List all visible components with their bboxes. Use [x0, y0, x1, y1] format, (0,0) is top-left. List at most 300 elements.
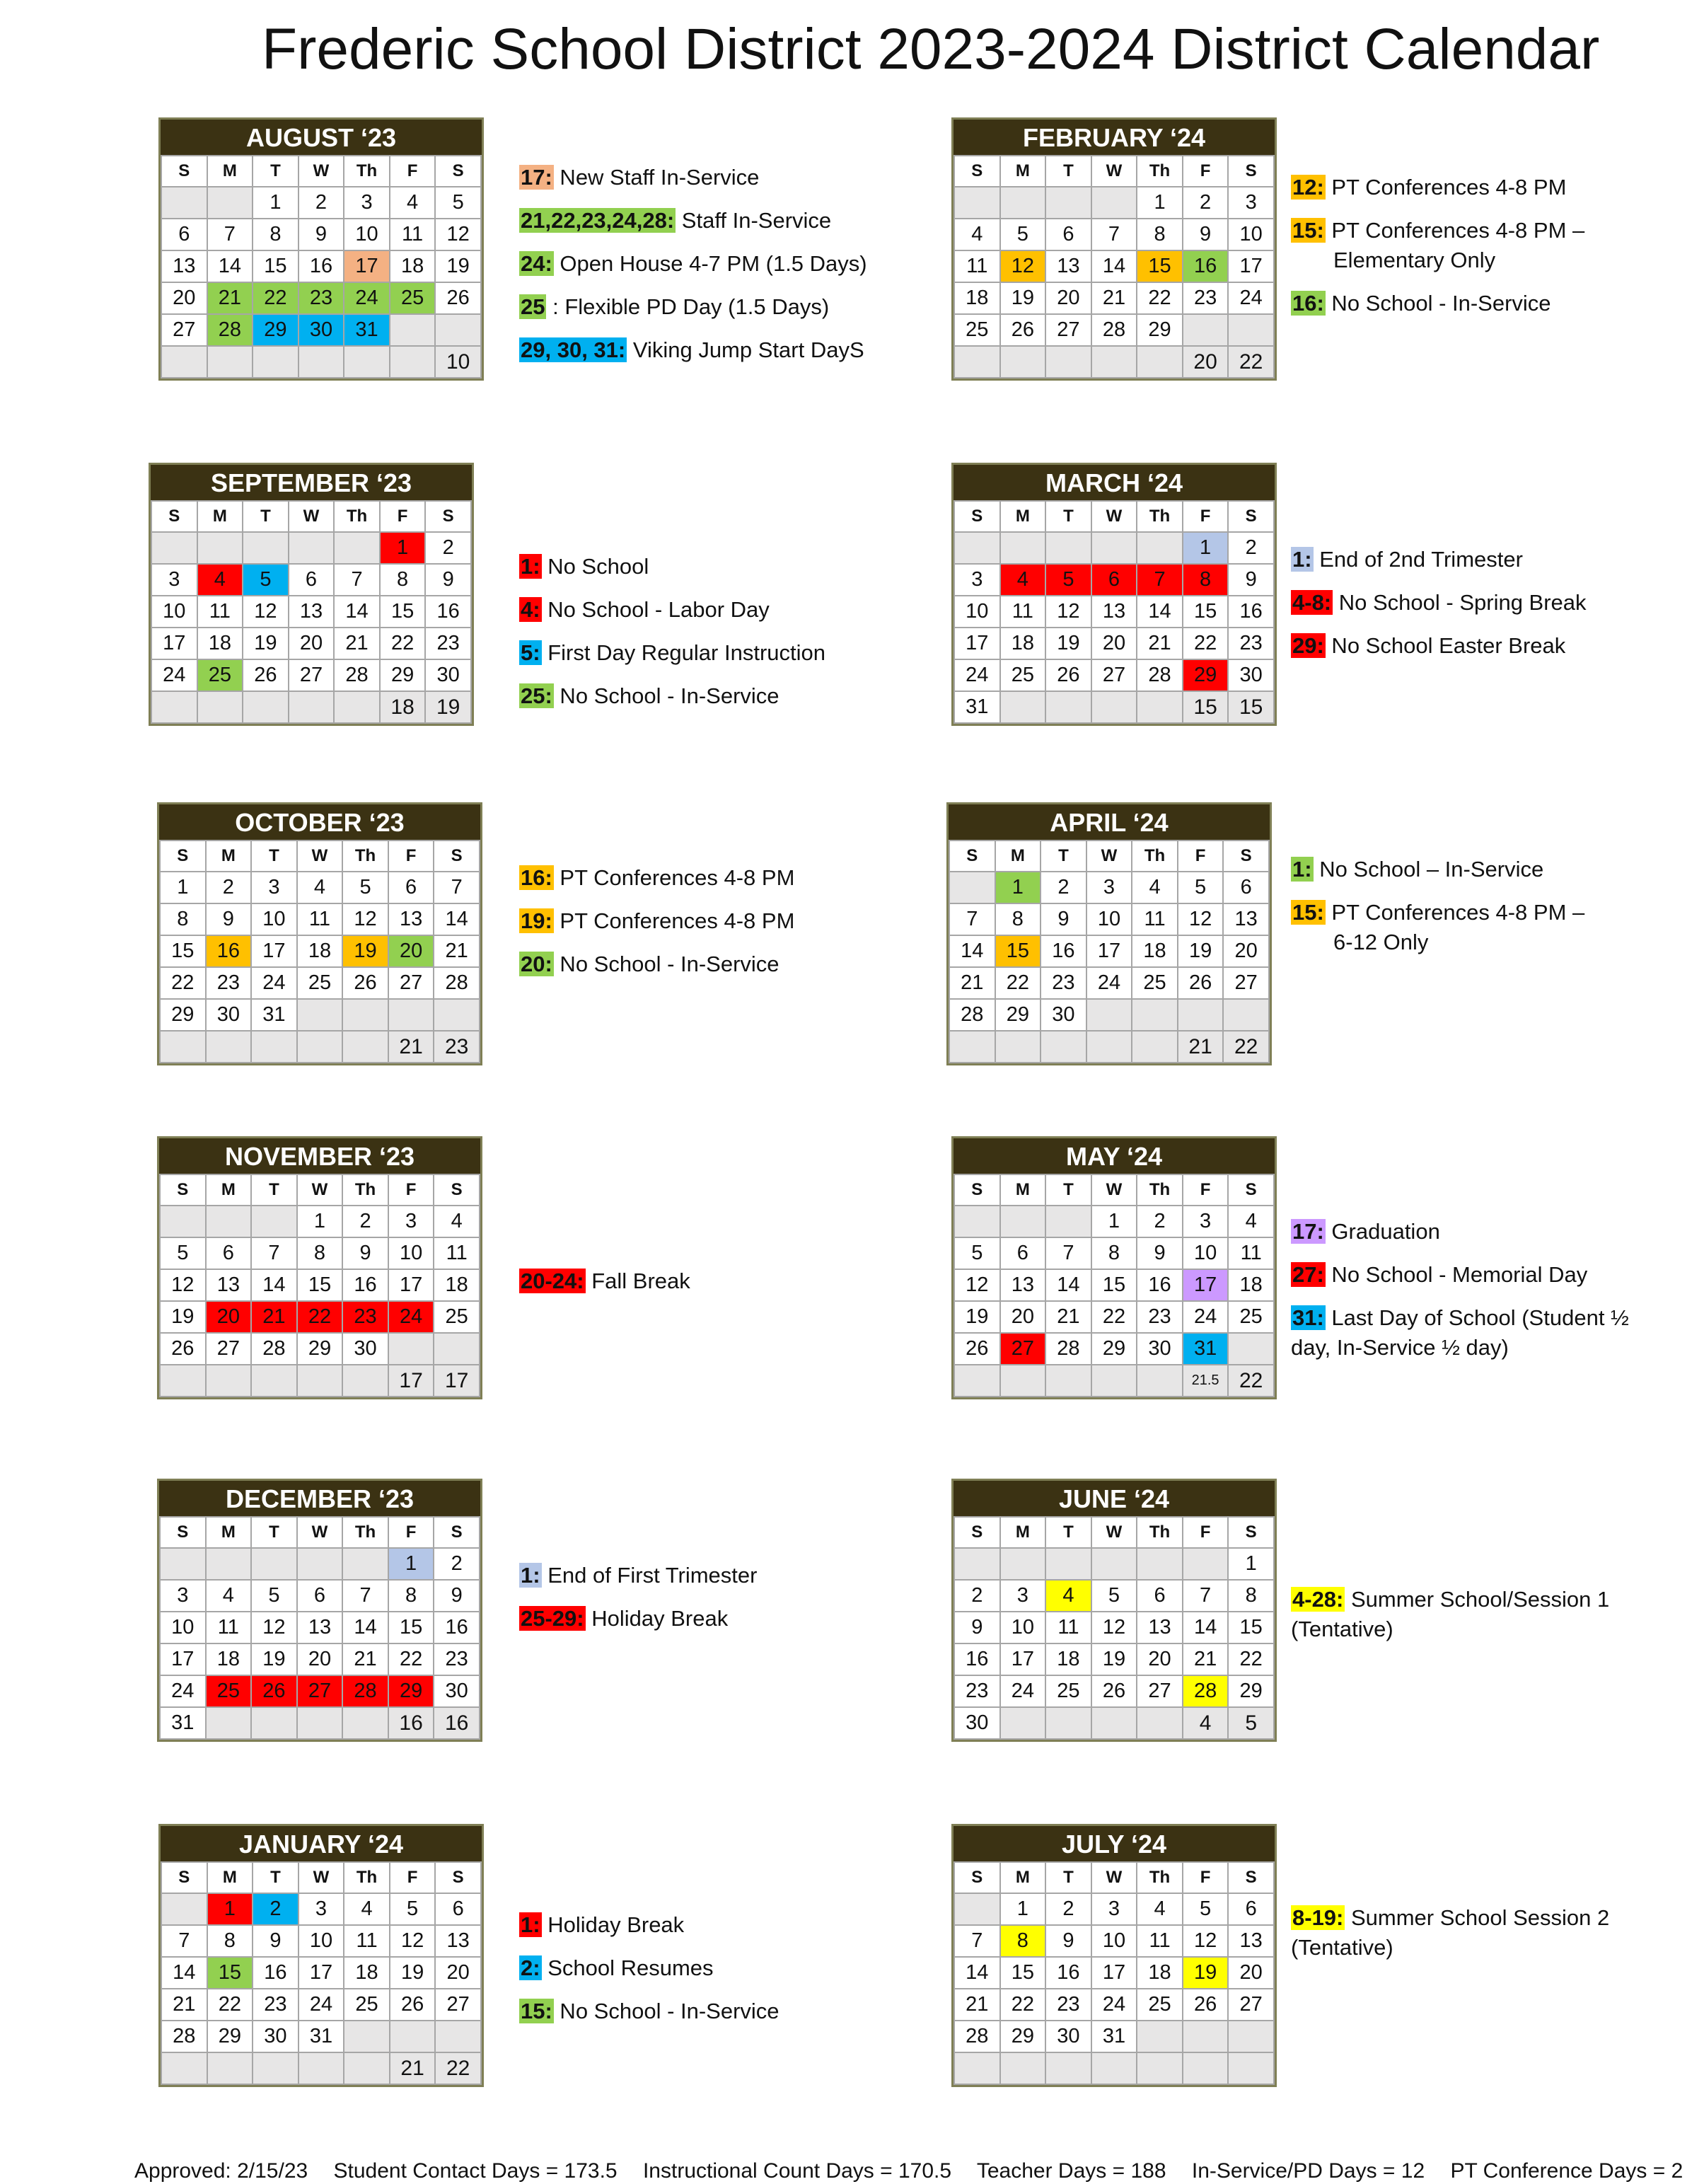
day-count-cell: 5: [1228, 1707, 1274, 1739]
empty-day-cell: [1223, 999, 1269, 1031]
week-row: [160, 1237, 480, 1269]
weekday-header: M: [197, 501, 243, 532]
day-count-cell: [1091, 1365, 1137, 1397]
week-row: [954, 2021, 1274, 2052]
weekday-header: F: [380, 501, 426, 532]
day-cell: 25: [390, 282, 436, 314]
day-cell: 5: [1000, 219, 1046, 250]
weekday-header: F: [1183, 1517, 1229, 1548]
day-cell: 26: [1091, 1675, 1137, 1707]
day-cell: 15: [1228, 1612, 1274, 1643]
week-row: [954, 1206, 1274, 1237]
day-cell: 28: [1137, 659, 1183, 691]
legend-item: [1291, 588, 1687, 618]
day-cell: 11: [434, 1237, 480, 1269]
legend-text: Staff In-Service: [676, 208, 832, 233]
day-cell: 13: [1091, 596, 1137, 628]
day-count-cell: 21: [390, 2052, 436, 2084]
day-cell: 15: [1183, 596, 1229, 628]
day-cell: 13: [206, 1269, 252, 1301]
day-cell: 3: [1000, 1580, 1046, 1612]
legend-code: 1:: [521, 554, 540, 579]
day-cell: 12: [1000, 250, 1046, 282]
weekday-header: T: [1045, 1862, 1091, 1893]
legend-text-cont: Elementary Only: [1333, 248, 1496, 272]
day-cell: 4: [390, 187, 436, 219]
week-row: [160, 1365, 480, 1397]
day-count-cell: [1137, 2052, 1183, 2084]
legend-code: 17:: [1292, 1219, 1324, 1244]
day-cell: 21: [161, 1989, 207, 2021]
day-cell: 23: [1183, 282, 1229, 314]
day-cell: 4: [1228, 1206, 1274, 1237]
day-cell: 30: [425, 659, 471, 691]
legend-text: Last Day of School (Student ½: [1325, 1305, 1629, 1330]
day-count-cell: [161, 346, 207, 378]
day-cell: 21: [949, 967, 995, 999]
legend-item: [519, 863, 915, 893]
weekday-header: M: [206, 1517, 252, 1548]
weekday-header: W: [299, 156, 344, 187]
legend-text: No School - Memorial Day: [1325, 1262, 1588, 1287]
day-cell: 30: [434, 1675, 480, 1707]
day-cell: 18: [1228, 1269, 1274, 1301]
day-cell: 13: [1045, 250, 1091, 282]
month-calendar: [149, 463, 474, 726]
day-cell: 19: [1183, 1957, 1229, 1989]
week-row: [160, 1675, 480, 1707]
day-cell: 26: [390, 1989, 436, 2021]
month-legend: [1291, 1585, 1687, 1658]
day-cell: 20: [1228, 1957, 1274, 1989]
day-cell: 9: [1045, 1925, 1091, 1957]
day-cell: 16: [434, 1612, 480, 1643]
day-cell: 1: [207, 1893, 253, 1925]
day-cell: 26: [1183, 1989, 1229, 2021]
day-count-cell: 17: [388, 1365, 434, 1397]
day-cell: 25: [297, 967, 343, 999]
day-cell: 27: [161, 314, 207, 346]
weekday-header: Th: [344, 156, 390, 187]
empty-day-cell: [1228, 314, 1274, 346]
weekday-header: M: [1000, 1517, 1046, 1548]
empty-day-cell: [1178, 999, 1224, 1031]
legend-text: End of 2nd Trimester: [1313, 547, 1523, 572]
legend-text: First Day Regular Instruction: [541, 640, 825, 665]
day-cell: 12: [1091, 1612, 1137, 1643]
day-cell: 27: [1000, 1333, 1046, 1365]
legend-code: 4-8:: [1292, 590, 1332, 615]
day-cell: 12: [1178, 903, 1224, 935]
day-cell: 21: [251, 1301, 297, 1333]
empty-day-cell: [954, 1893, 1000, 1925]
legend-item: [1291, 855, 1687, 884]
empty-day-cell: [1137, 1707, 1183, 1739]
day-cell: 19: [390, 1957, 436, 1989]
day-cell: 2: [253, 1893, 299, 1925]
weekday-header: S: [434, 1174, 480, 1206]
day-cell: 29: [253, 314, 299, 346]
day-count-cell: 15: [1228, 691, 1274, 723]
week-row: [161, 2052, 481, 2084]
day-count-cell: [1091, 346, 1137, 378]
day-count-cell: 15: [1183, 691, 1229, 723]
day-cell: 10: [160, 1612, 206, 1643]
day-cell: 23: [954, 1675, 1000, 1707]
day-cell: 5: [1045, 564, 1091, 596]
day-cell: 7: [1183, 1580, 1229, 1612]
day-cell: 16: [342, 1269, 388, 1301]
day-cell: 13: [1000, 1269, 1046, 1301]
day-cell: 20: [1091, 628, 1137, 659]
legend-item: [519, 163, 915, 192]
legend-text: No School: [541, 554, 649, 579]
weekday-header: S: [1223, 840, 1269, 872]
legend-code: 19:: [521, 908, 552, 933]
legend-item: [519, 1266, 915, 1296]
day-cell: 21: [1137, 628, 1183, 659]
weekday-header: W: [1091, 1517, 1137, 1548]
weekday-header: F: [390, 156, 436, 187]
day-count-cell: [206, 1031, 252, 1063]
day-cell: 29: [1183, 659, 1229, 691]
day-count-cell: [1183, 2052, 1229, 2084]
day-cell: 13: [435, 1925, 481, 1957]
empty-day-cell: [161, 1893, 207, 1925]
legend-code: 25: [521, 294, 545, 319]
day-cell: 6: [1228, 1893, 1274, 1925]
weekday-header: M: [1000, 501, 1046, 532]
day-cell: 25: [1045, 1675, 1091, 1707]
empty-day-cell: [1137, 691, 1183, 723]
day-cell: 18: [1132, 935, 1178, 967]
day-cell: 11: [954, 250, 1000, 282]
week-row: [160, 1612, 480, 1643]
month-table: [954, 1516, 1275, 1740]
day-cell: 4: [297, 872, 343, 903]
day-count-cell: [1000, 2052, 1046, 2084]
day-count-cell: [334, 691, 380, 723]
day-cell: 20: [435, 1957, 481, 1989]
day-cell: 4: [954, 219, 1000, 250]
day-cell: 20: [1000, 1301, 1046, 1333]
day-cell: 6: [435, 1893, 481, 1925]
day-cell: 15: [388, 1612, 434, 1643]
week-row: [949, 935, 1269, 967]
day-cell: 27: [1091, 659, 1137, 691]
empty-day-cell: [1045, 1206, 1091, 1237]
week-row: [954, 1643, 1274, 1675]
empty-day-cell: [334, 532, 380, 564]
day-cell: 22: [1137, 282, 1183, 314]
day-cell: 25: [1137, 1989, 1183, 2021]
day-cell: 2: [1045, 1893, 1091, 1925]
week-row: [151, 596, 471, 628]
day-cell: 8: [1000, 1925, 1046, 1957]
empty-day-cell: [1137, 2021, 1183, 2052]
week-row: [954, 282, 1274, 314]
legend-item: [519, 249, 915, 279]
day-cell: 16: [1228, 596, 1274, 628]
weekday-header: S: [434, 1517, 480, 1548]
day-cell: 7: [1045, 1237, 1091, 1269]
week-row: [954, 596, 1274, 628]
day-cell: 17: [1091, 1957, 1137, 1989]
day-cell: 16: [299, 250, 344, 282]
day-cell: 1: [160, 872, 206, 903]
empty-day-cell: [207, 187, 253, 219]
week-row: [954, 628, 1274, 659]
empty-day-cell: [954, 187, 1000, 219]
day-cell: 26: [243, 659, 289, 691]
legend-code: 2:: [521, 1955, 540, 1980]
day-cell: 16: [425, 596, 471, 628]
legend-item: [519, 206, 915, 236]
weekday-header: W: [299, 1862, 344, 1893]
day-cell: 1: [297, 1206, 343, 1237]
day-cell: 25: [206, 1675, 252, 1707]
day-cell: 7: [334, 564, 380, 596]
day-cell: 11: [1000, 596, 1046, 628]
weekday-header: W: [297, 1517, 343, 1548]
week-row: [949, 872, 1269, 903]
day-cell: 18: [297, 935, 343, 967]
day-count-cell: [1137, 346, 1183, 378]
day-cell: 22: [1091, 1301, 1137, 1333]
weekday-header: Th: [1137, 1517, 1183, 1548]
day-cell: 13: [1137, 1612, 1183, 1643]
month-title: NOVEMBER ‘23: [159, 1138, 480, 1174]
weekday-header: F: [390, 1862, 436, 1893]
week-row: [160, 1206, 480, 1237]
empty-day-cell: [1132, 999, 1178, 1031]
day-count-cell: [344, 2052, 390, 2084]
weekday-header: T: [253, 1862, 299, 1893]
week-row: [160, 903, 480, 935]
day-cell: 14: [949, 935, 995, 967]
day-cell: 9: [425, 564, 471, 596]
day-cell: 12: [160, 1269, 206, 1301]
empty-day-cell: [1086, 999, 1132, 1031]
day-cell: 6: [297, 1580, 343, 1612]
day-cell: 9: [253, 1925, 299, 1957]
day-cell: 11: [297, 903, 343, 935]
day-cell: 5: [342, 872, 388, 903]
day-cell: 28: [949, 999, 995, 1031]
day-cell: 4: [206, 1580, 252, 1612]
month-table: [954, 1861, 1275, 2085]
day-cell: 15: [1000, 1957, 1046, 1989]
legend-text: No School Easter Break: [1325, 633, 1566, 658]
legend-text: Summer School Session 2: [1345, 1905, 1610, 1930]
day-count-cell: [1045, 1365, 1091, 1397]
weekday-header: M: [207, 1862, 253, 1893]
day-cell: 26: [1178, 967, 1224, 999]
empty-day-cell: [434, 1333, 480, 1365]
day-cell: 11: [390, 219, 436, 250]
day-cell: 6: [289, 564, 335, 596]
day-cell: 16: [1041, 935, 1086, 967]
month-calendar: [158, 117, 484, 381]
day-count-cell: 19: [425, 691, 471, 723]
month-legend: [1291, 173, 1687, 332]
month-table: [159, 840, 480, 1063]
day-cell: 16: [206, 935, 252, 967]
week-row: [160, 1580, 480, 1612]
weekday-header: S: [151, 501, 197, 532]
week-row: [161, 187, 481, 219]
week-row: [954, 1675, 1274, 1707]
legend-code: 24:: [521, 251, 552, 276]
month-title: JULY ‘24: [954, 1826, 1275, 1861]
empty-day-cell: [197, 532, 243, 564]
weekday-header: S: [949, 840, 995, 872]
day-cell: 26: [954, 1333, 1000, 1365]
day-cell: 29: [207, 2021, 253, 2052]
day-cell: 2: [299, 187, 344, 219]
day-cell: 27: [1045, 314, 1091, 346]
day-cell: 24: [160, 1675, 206, 1707]
weekday-header: Th: [1137, 156, 1183, 187]
week-row: [954, 1989, 1274, 2021]
weekday-header: F: [1178, 840, 1224, 872]
weekday-header: S: [160, 840, 206, 872]
legend-code: 8-19:: [1292, 1905, 1344, 1930]
legend-text: No School - In-Service: [1325, 291, 1551, 316]
day-count-cell: 18: [380, 691, 426, 723]
empty-day-cell: [1000, 1707, 1046, 1739]
legend-item: [1291, 1260, 1687, 1290]
empty-day-cell: [297, 1707, 343, 1739]
day-cell: 18: [197, 628, 243, 659]
day-cell: 14: [1137, 596, 1183, 628]
day-cell: 3: [160, 1580, 206, 1612]
day-cell: 11: [1045, 1612, 1091, 1643]
day-cell: 17: [1000, 1643, 1046, 1675]
day-cell: 27: [206, 1333, 252, 1365]
legend-text: No School - In-Service: [553, 683, 779, 708]
weekday-header: Th: [1137, 501, 1183, 532]
month-table: [151, 500, 472, 724]
weekday-header: T: [1041, 840, 1086, 872]
day-cell: 10: [151, 596, 197, 628]
day-cell: 4: [1045, 1580, 1091, 1612]
legend-text: No School - In-Service: [553, 1999, 779, 2023]
month-legend: [519, 1266, 915, 1310]
day-cell: 29: [995, 999, 1041, 1031]
day-cell: 2: [1041, 872, 1086, 903]
day-cell: 29: [160, 999, 206, 1031]
day-count-cell: 22: [435, 2052, 481, 2084]
day-cell: 9: [954, 1612, 1000, 1643]
week-row: [954, 2052, 1274, 2084]
day-cell: 12: [390, 1925, 436, 1957]
legend-item: [519, 949, 915, 979]
day-cell: 26: [435, 282, 481, 314]
day-cell: 21: [342, 1643, 388, 1675]
weekday-header: S: [161, 1862, 207, 1893]
day-cell: 8: [160, 903, 206, 935]
empty-day-cell: [1183, 314, 1229, 346]
day-count-cell: [1137, 1365, 1183, 1397]
day-cell: 30: [1045, 2021, 1091, 2052]
weekday-header: Th: [1132, 840, 1178, 872]
legend-text: PT Conferences 4-8 PM –: [1325, 900, 1585, 925]
weekday-header: S: [1228, 501, 1274, 532]
day-cell: 28: [954, 2021, 1000, 2052]
day-cell: 20: [1223, 935, 1269, 967]
day-cell: 30: [1137, 1333, 1183, 1365]
day-count-cell: [1132, 1031, 1178, 1063]
day-cell: 12: [243, 596, 289, 628]
empty-day-cell: [388, 999, 434, 1031]
day-cell: 11: [1137, 1925, 1183, 1957]
legend-item: [519, 552, 915, 582]
day-cell: 23: [425, 628, 471, 659]
month-legend: [1291, 1217, 1687, 1376]
month-calendar: [951, 1824, 1277, 2087]
day-cell: 23: [206, 967, 252, 999]
day-count-cell: [161, 2052, 207, 2084]
legend-text: School Resumes: [541, 1955, 714, 1980]
month-legend: [519, 552, 915, 724]
day-count-cell: 23: [434, 1031, 480, 1063]
legend-item: [519, 292, 915, 322]
day-cell: 23: [299, 282, 344, 314]
legend-item: [1291, 545, 1687, 574]
day-cell: 15: [380, 596, 426, 628]
day-count-cell: [1000, 346, 1046, 378]
month-table: [161, 155, 482, 379]
month-title: JUNE ‘24: [954, 1481, 1275, 1516]
instructional-count-days: Instructional Count Days = 170.5: [642, 2159, 952, 2183]
day-cell: 25: [1000, 659, 1046, 691]
legend-item: [519, 1997, 915, 2026]
weekday-header: F: [1183, 1174, 1229, 1206]
day-count-cell: 21.5: [1183, 1365, 1229, 1397]
day-cell: 24: [251, 967, 297, 999]
weekday-header: Th: [1137, 1862, 1183, 1893]
day-cell: 2: [342, 1206, 388, 1237]
legend-item: [1291, 1303, 1687, 1363]
day-count-cell: 17: [434, 1365, 480, 1397]
month-calendar: [951, 463, 1277, 726]
empty-day-cell: [1045, 1707, 1091, 1739]
legend-text: End of First Trimester: [541, 1563, 758, 1588]
empty-day-cell: [954, 532, 1000, 564]
day-cell: 24: [1228, 282, 1274, 314]
day-cell: 16: [253, 1957, 299, 1989]
day-count-cell: 22: [1223, 1031, 1269, 1063]
legend-code: 17:: [521, 165, 552, 190]
empty-day-cell: [344, 2021, 390, 2052]
day-count-cell: [253, 346, 299, 378]
day-cell: 5: [954, 1237, 1000, 1269]
legend-code: 21,22,23,24,28:: [521, 208, 675, 233]
empty-day-cell: [1045, 532, 1091, 564]
day-cell: 13: [388, 903, 434, 935]
week-row: [161, 314, 481, 346]
week-row: [954, 1333, 1274, 1365]
legend-text: PT Conferences 4-8 PM: [553, 908, 795, 933]
weekday-header: M: [207, 156, 253, 187]
week-row: [151, 564, 471, 596]
day-cell: 3: [344, 187, 390, 219]
day-count-cell: [151, 691, 197, 723]
empty-day-cell: [1000, 1206, 1046, 1237]
legend-text: PT Conferences 4-8 PM –: [1325, 218, 1585, 243]
day-cell: 14: [434, 903, 480, 935]
